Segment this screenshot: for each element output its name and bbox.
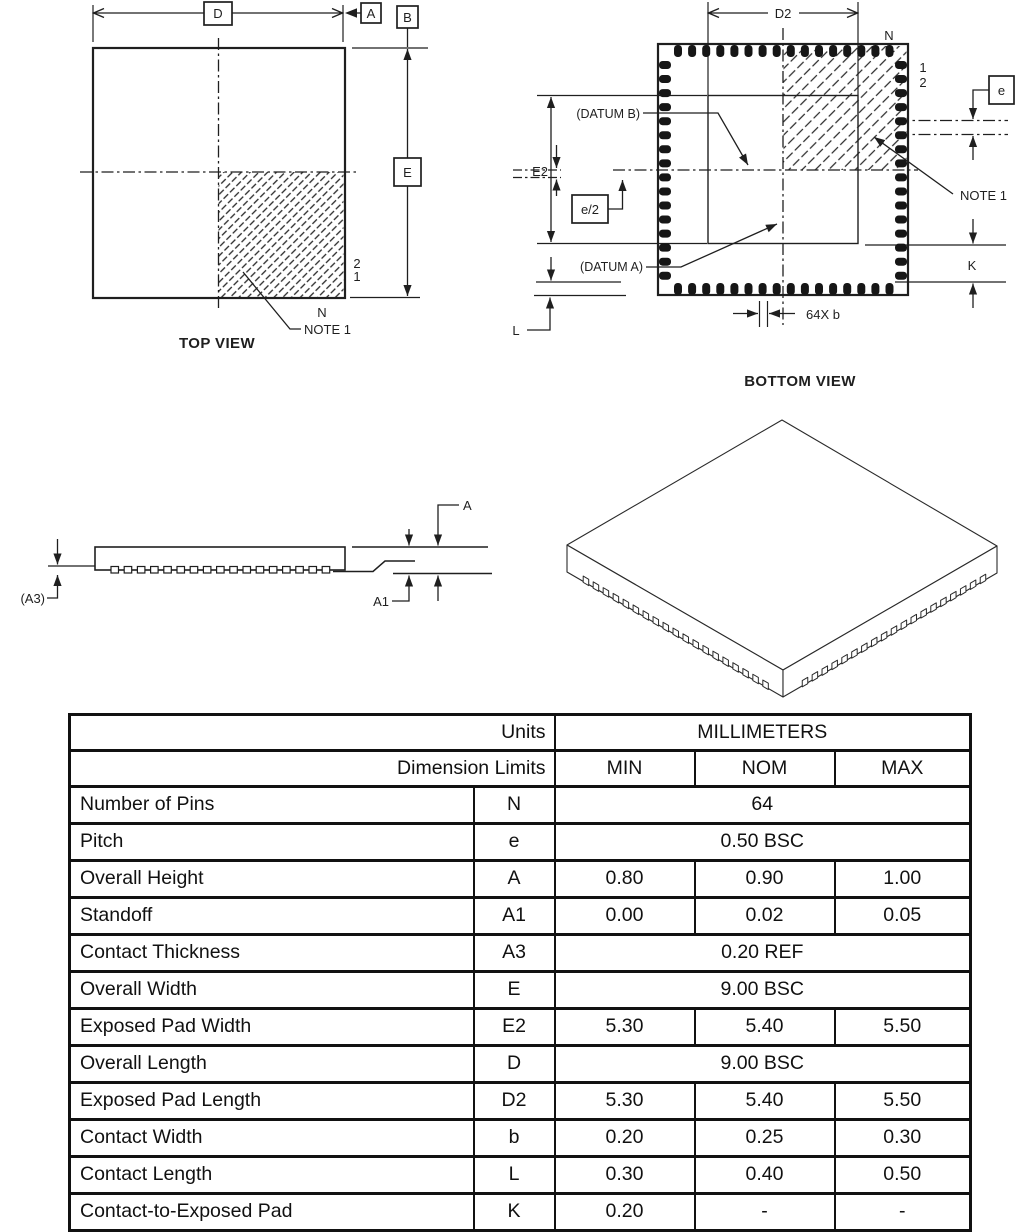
table-row <box>70 935 971 972</box>
dimension-max: 0.30 <box>835 1120 971 1157</box>
dimension-value: 0.50 BSC <box>555 824 971 861</box>
top-view-pin1-label: 1 <box>353 269 361 284</box>
top-view-note1-label: NOTE 1 <box>304 322 351 337</box>
d-label: D <box>213 6 223 21</box>
e-label: E <box>403 165 412 180</box>
dimension-name: Standoff <box>70 898 474 935</box>
datum-a-flag-label: A <box>366 6 376 21</box>
dimension-symbol: E <box>474 972 555 1009</box>
bottom-view-pin2-label: 2 <box>919 75 927 90</box>
table-row <box>70 861 971 898</box>
dimension-symbol: L <box>474 1157 555 1194</box>
col-header-min: MIN <box>555 751 695 787</box>
dimension-name: Overall Width <box>70 972 474 1009</box>
dimension-symbol: A <box>474 861 555 898</box>
dimension-max: - <box>835 1194 971 1231</box>
top-view-pin2-label: 2 <box>353 256 361 271</box>
datum-a-label: (DATUM A) <box>580 260 643 274</box>
dimension-max: 0.05 <box>835 898 971 935</box>
bottom-view <box>512 2 1014 390</box>
dimension-name: Contact Width <box>70 1120 474 1157</box>
table-row <box>70 1157 971 1194</box>
dimension-min: 0.30 <box>555 1157 695 1194</box>
datum-b-label: (DATUM B) <box>576 107 640 121</box>
dimension-table <box>68 713 972 1232</box>
dimension-symbol: D <box>474 1046 555 1083</box>
table-row <box>70 1046 971 1083</box>
dimension-max: 0.50 <box>835 1157 971 1194</box>
iso-top-face <box>567 420 997 670</box>
pitch-e-label: e <box>997 83 1006 98</box>
dimension-value: 64 <box>555 787 971 824</box>
col-header-nom: NOM <box>695 751 835 787</box>
dimension-value: 9.00 BSC <box>555 1046 971 1083</box>
dimension-name: Contact-to-Exposed Pad <box>70 1194 474 1231</box>
table-row <box>70 1083 971 1120</box>
dimension-limits-cell: Dimension Limits <box>70 751 555 787</box>
dimension-name: Exposed Pad Width <box>70 1009 474 1046</box>
dimension-symbol: E2 <box>474 1009 555 1046</box>
dimension-max: 5.50 <box>835 1083 971 1120</box>
side-view <box>20 498 492 609</box>
a1-label: A1 <box>373 594 389 609</box>
dimension-min: 0.20 <box>555 1194 695 1231</box>
datum-b-flag-label: B <box>403 10 412 25</box>
top-view-caption: TOP VIEW <box>179 335 255 352</box>
dimension-name: Number of Pins <box>70 787 474 824</box>
a-label: A <box>463 498 472 513</box>
dimension-max: 5.50 <box>835 1009 971 1046</box>
dimension-symbol: A1 <box>474 898 555 935</box>
e2-label: E2 <box>532 164 548 179</box>
side-view-pads <box>111 567 330 574</box>
top-view-note1-hatch <box>219 172 344 297</box>
table-row <box>70 1120 971 1157</box>
dimension-nom: 5.40 <box>695 1009 835 1046</box>
table-row <box>70 1194 971 1231</box>
isometric-view <box>567 420 997 697</box>
dimension-symbol: D2 <box>474 1083 555 1120</box>
dimension-name: Contact Length <box>70 1157 474 1194</box>
col-header-max: MAX <box>835 751 971 787</box>
units-system-cell: MILLIMETERS <box>555 715 971 751</box>
dimension-min: 0.00 <box>555 898 695 935</box>
top-view <box>80 2 428 352</box>
dimension-name: Pitch <box>70 824 474 861</box>
table-row-dimension-limits <box>70 751 971 787</box>
dimension-nom: 0.25 <box>695 1120 835 1157</box>
a3-label: (A3) <box>20 591 45 606</box>
dimension-nom: 0.40 <box>695 1157 835 1194</box>
bottom-view-note1-hatch <box>784 46 907 170</box>
bottom-view-pinN-label: N <box>884 28 894 43</box>
dimension-value: 9.00 BSC <box>555 972 971 1009</box>
contact-count-b-label: 64X b <box>806 307 840 322</box>
dimension-max: 1.00 <box>835 861 971 898</box>
dimension-nom: - <box>695 1194 835 1231</box>
dimension-symbol: e <box>474 824 555 861</box>
table-row-units <box>70 715 971 751</box>
dimension-nom: 0.02 <box>695 898 835 935</box>
k-label: K <box>967 258 977 273</box>
dimension-symbol: K <box>474 1194 555 1231</box>
dimension-min: 0.20 <box>555 1120 695 1157</box>
table-row <box>70 787 971 824</box>
dimension-nom: 0.90 <box>695 861 835 898</box>
dimension-symbol: b <box>474 1120 555 1157</box>
dimension-symbol: A3 <box>474 935 555 972</box>
dimension-name: Overall Length <box>70 1046 474 1083</box>
d2-label: D2 <box>774 6 792 21</box>
e-half-label: e/2 <box>580 202 600 217</box>
dimension-min: 5.30 <box>555 1083 695 1120</box>
l-label: L <box>512 323 520 338</box>
bottom-view-caption: BOTTOM VIEW <box>744 373 856 390</box>
dimension-min: 0.80 <box>555 861 695 898</box>
datum-a-arrow <box>345 8 357 18</box>
dimension-name: Contact Thickness <box>70 935 474 972</box>
top-view-pinN-label: N <box>317 305 327 320</box>
table-row <box>70 898 971 935</box>
dimension-min: 5.30 <box>555 1009 695 1046</box>
dimension-nom: 5.40 <box>695 1083 835 1120</box>
bottom-view-pin1-label: 1 <box>919 60 927 75</box>
units-label-cell: Units <box>70 715 555 751</box>
dimension-name: Overall Height <box>70 861 474 898</box>
dimension-name: Exposed Pad Length <box>70 1083 474 1120</box>
dimension-symbol: N <box>474 787 555 824</box>
table-row <box>70 972 971 1009</box>
dimension-value: 0.20 REF <box>555 935 971 972</box>
table-row <box>70 824 971 861</box>
bottom-view-note1-label: NOTE 1 <box>960 188 1007 203</box>
table-row <box>70 1009 971 1046</box>
